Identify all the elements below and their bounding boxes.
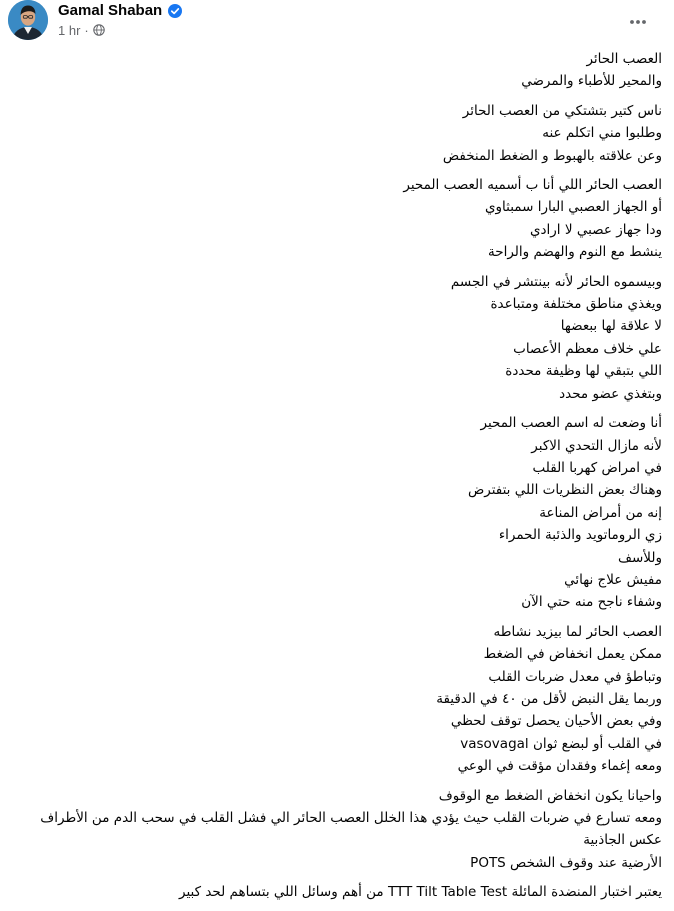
more-horizontal-icon <box>628 12 648 32</box>
more-options-button[interactable] <box>620 4 656 40</box>
text-line: وهناك بعض النظريات اللي بتفترض <box>467 482 662 499</box>
text-line: يعتبر اختبار المنضدة المائلة TTT Tilt Table Test من أهم وسائل اللي بتساهم لحد كبير <box>179 884 662 901</box>
author-name[interactable]: Gamal Shaban <box>58 1 163 19</box>
text-line: اللي بتبقي لها وظيفة محددة <box>505 363 662 380</box>
text-line: العصب الحائر <box>586 51 662 67</box>
post-meta <box>58 21 105 39</box>
paragraph <box>12 174 662 264</box>
text-line: وطلبوا مني اتكلم عنه <box>542 125 662 142</box>
paragraph <box>12 271 662 405</box>
paragraph <box>12 621 662 778</box>
text-line: وعن علاقته بالهبوط و الضغط المنخفض <box>442 147 662 164</box>
text-line: علي خلاف معظم الأعصاب <box>513 340 662 357</box>
text-line: ودا جهاز عصبي لا ارادي <box>529 221 662 238</box>
author-avatar[interactable] <box>8 0 48 40</box>
meta-separator: · <box>84 22 89 38</box>
globe-icon[interactable] <box>93 24 105 36</box>
text-line: وللأسف <box>618 549 662 566</box>
text-line: ناس كتير بتشتكي من العصب الحائر <box>462 102 662 119</box>
text-line: أو الجهاز العصبي البارا سمبثاوي <box>484 199 662 216</box>
author-row <box>58 0 182 20</box>
avatar-photo-icon <box>8 0 48 40</box>
text-line: في القلب أو لبضع ثوان vasovagal <box>460 735 662 752</box>
text-line: ممكن يعمل انخفاض في الضغط <box>483 646 662 663</box>
text-line: وربما يقل النبض لأقل من ٤٠ في الدقيقة <box>436 690 662 707</box>
text-line: وتباطؤ في معدل ضربات القلب <box>488 668 662 685</box>
text-line: الأرضية عند وقوف الشخص POTS <box>470 854 662 871</box>
paragraph <box>12 412 662 614</box>
paragraph <box>12 100 662 167</box>
text-line: العصب الحائر اللي أنا ب أسميه العصب المحير <box>403 177 662 194</box>
text-line: ومعه إغماء وفقدان مؤقت في الوعي <box>457 758 662 775</box>
text-line: مفيش علاج نهائي <box>564 571 662 588</box>
post-header <box>0 0 674 48</box>
post-text <box>12 46 662 911</box>
text-line: زي الروماتويد والذئبة الحمراء <box>498 527 662 544</box>
text-line: واحيانا يكون انخفاض الضغط مع الوقوف <box>438 787 662 804</box>
text-line: وبيسموه الحائر لأنه بينتشر في الجسم <box>450 273 662 290</box>
text-line: والمحير للأطباء والمرضي <box>521 73 662 90</box>
text-line: لأنه مازال التحدي الاكبر <box>531 437 662 454</box>
text-line: لا علاقة لها ببعضها <box>560 318 662 335</box>
text-line: ويغذي مناطق مختلفة ومتباعدة <box>490 296 662 313</box>
paragraph <box>12 48 662 93</box>
text-line: وبتغذي عضو محدد <box>559 385 662 402</box>
text-line: ينشط مع النوم والهضم والراحة <box>487 244 662 261</box>
text-line: وفي بعض الأحيان يحصل توقف لحظي <box>450 713 662 730</box>
text-line: إنه من أمراض المناعة <box>539 504 662 521</box>
paragraph <box>12 785 662 875</box>
verified-badge-icon <box>168 3 182 17</box>
text-line: وشفاء ناجح منه حتي الآن <box>521 594 662 611</box>
text-line: أنا وضعت له اسم العصب المحير <box>480 415 662 432</box>
paragraph <box>12 881 662 903</box>
post-timestamp[interactable]: 1 hr <box>58 22 81 38</box>
text-line: ومعه تسارع في ضربات القلب حيث يؤدي هذا الخلل العصب الحائر الي فشل القلب في سحب الدم من الأطراف عكس الجاذبية <box>40 810 662 849</box>
text-line: في امراض كهربا القلب <box>532 459 662 476</box>
text-line: العصب الحائر لما بيزيد نشاطه <box>493 623 662 640</box>
